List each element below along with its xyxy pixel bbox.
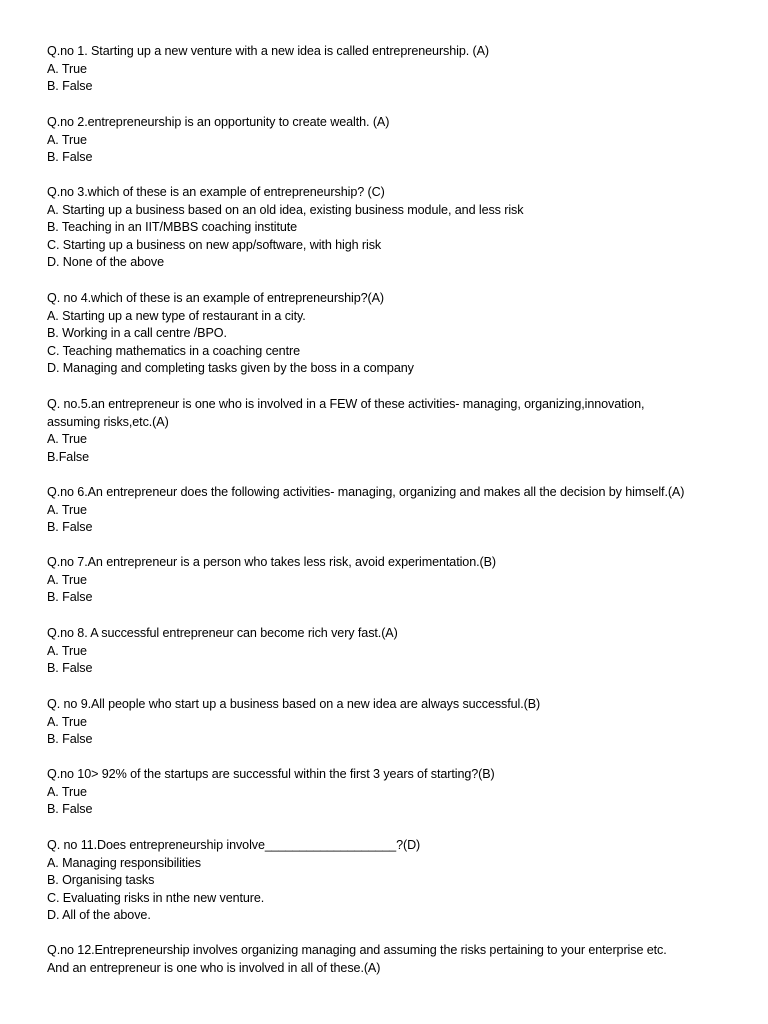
option-a: A. Managing responsibilities	[47, 855, 202, 870]
question-text-continued: assuming risks,etc.(A)	[47, 414, 169, 429]
question-11	[47, 837, 747, 925]
question-2	[47, 114, 747, 167]
question-text: Q.no 2.entrepreneurship is an opportunity to create wealth. (A)	[47, 115, 390, 129]
option-a: A. True	[47, 643, 87, 658]
option-b: B. False	[47, 661, 93, 676]
option-b: B. Working in a call centre /BPO.	[47, 326, 227, 341]
question-text: Q. no.5.an entrepreneur is one who is involved in a FEW of these activities- managing, organizing,innovation,	[47, 397, 645, 411]
option-c: C. Teaching mathematics in a coaching centre	[47, 343, 300, 358]
question-4	[47, 290, 747, 378]
option-a: A. True	[47, 714, 87, 729]
option-a: A. True	[47, 572, 87, 587]
option-a: A. True	[47, 784, 87, 799]
question-1	[47, 43, 747, 96]
option-a: A. Starting up a business based on an old idea, existing business module, and less risk	[47, 202, 524, 217]
option-b: B. False	[47, 79, 93, 94]
option-b: B. Teaching in an IIT/MBBS coaching institute	[47, 220, 298, 235]
question-text: Q. no 4.which of these is an example of entrepreneurship?(A)	[47, 291, 385, 305]
option-b: B. Organising tasks	[47, 873, 155, 888]
option-a: A. True	[47, 132, 87, 147]
option-a: A. Starting up a new type of restaurant in a city.	[47, 308, 306, 323]
question-text: Q. no 9.All people who start up a business based on a new idea are always successful.(B)	[47, 697, 541, 711]
question-6	[47, 484, 747, 537]
option-b: B. False	[47, 150, 93, 165]
question-text: Q.no 1. Starting up a new venture with a new idea is called entrepreneurship. (A)	[47, 44, 490, 58]
option-b: B.False	[47, 449, 89, 464]
option-d: D. None of the above	[47, 255, 165, 270]
question-8	[47, 625, 747, 678]
question-9	[47, 696, 747, 749]
question-5	[47, 396, 747, 466]
question-3	[47, 184, 747, 272]
option-b: B. False	[47, 590, 93, 605]
question-text-continued: And an entrepreneur is one who is involved in all of these.(A)	[47, 960, 381, 975]
question-text: Q.no 12.Entrepreneurship involves organizing managing and assuming the risks pertaining to your enterprise etc.	[47, 943, 667, 957]
question-10	[47, 766, 747, 819]
question-text: Q.no 7.An entrepreneur is a person who takes less risk, avoid experimentation.(B)	[47, 555, 497, 569]
question-7	[47, 554, 747, 607]
option-a: A. True	[47, 502, 87, 517]
question-12	[47, 942, 747, 977]
option-c: C. Evaluating risks in nthe new venture.	[47, 890, 265, 905]
question-text: Q.no 10> 92% of the startups are successful within the first 3 years of starting?(B)	[47, 767, 495, 781]
option-b: B. False	[47, 802, 93, 817]
option-a: A. True	[47, 61, 87, 76]
option-a: A. True	[47, 432, 87, 447]
option-c: C. Starting up a business on new app/software, with high risk	[47, 237, 382, 252]
option-d: D. Managing and completing tasks given by the boss in a company	[47, 361, 414, 376]
question-text: Q.no 3.which of these is an example of entrepreneurship? (C)	[47, 185, 385, 199]
option-d: D. All of the above.	[47, 908, 151, 923]
question-text: Q.no 8. A successful entrepreneur can become rich very fast.(A)	[47, 626, 398, 640]
question-text: Q.no 6.An entrepreneur does the following activities- managing, organizing and makes all the decision by himself.(A)	[47, 485, 685, 499]
question-text: Q. no 11.Does entrepreneurship involve___________________?(D)	[47, 838, 421, 852]
option-b: B. False	[47, 520, 93, 535]
option-b: B. False	[47, 732, 93, 747]
